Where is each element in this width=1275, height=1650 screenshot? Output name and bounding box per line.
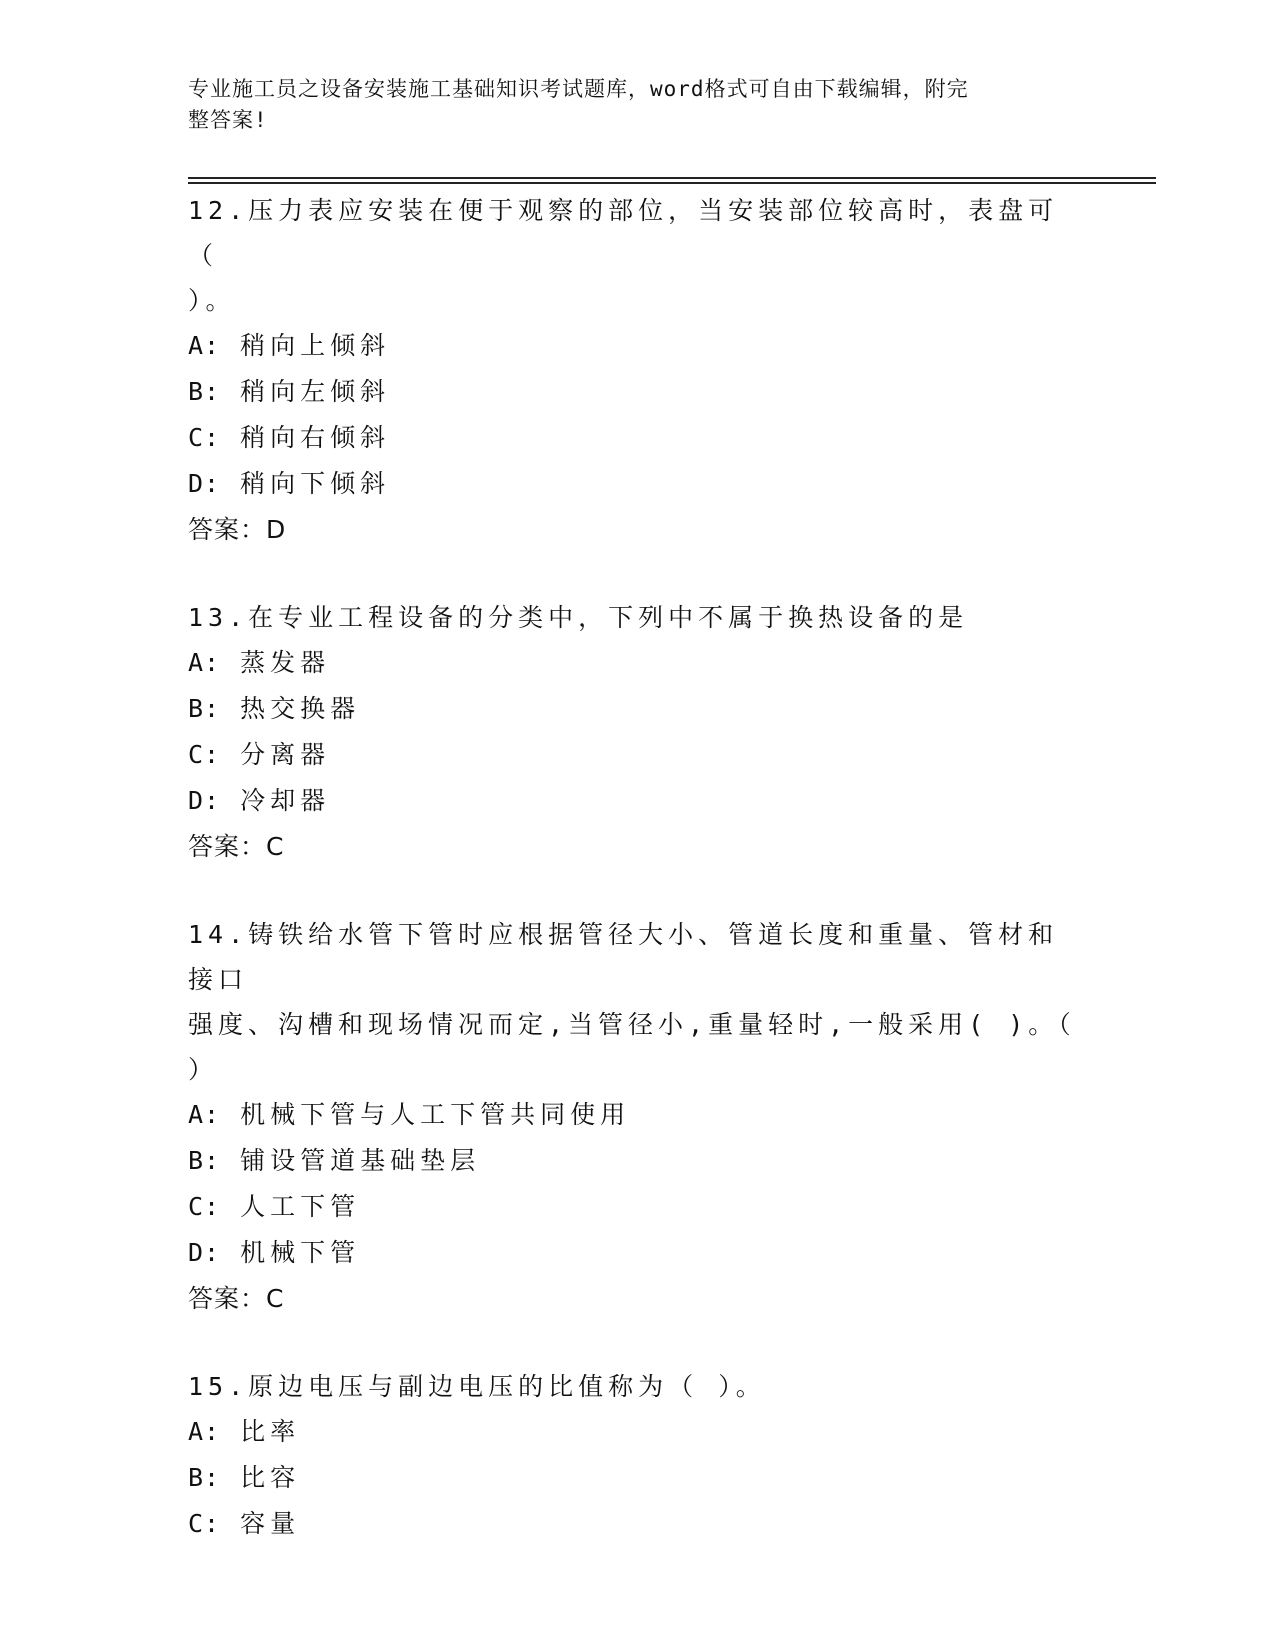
question-block [188, 1364, 1088, 1547]
question-stem-line: 12.压力表应安装在便于观察的部位，当安装部位较高时，表盘可（ [188, 196, 1059, 270]
option-letter: C: [188, 1509, 221, 1538]
option-row [188, 323, 1088, 369]
header-line-2: 整答案! [188, 108, 268, 132]
question-spacer [188, 1322, 1088, 1364]
option-row [188, 1138, 1088, 1184]
header-divider-bottom [188, 182, 1156, 184]
question-block [188, 912, 1088, 1322]
question-stem-line: 13.在专业工程设备的分类中，下列中不属于换热设备的是 [188, 603, 969, 632]
question-block [188, 188, 1088, 553]
option-letter: D: [188, 786, 221, 815]
option-letter: B: [188, 377, 221, 406]
question-block [188, 595, 1088, 870]
option-text: 机械下管 [240, 1238, 361, 1267]
option-row [188, 369, 1088, 415]
option-text: 稍向上倾斜 [240, 331, 391, 360]
option-letter: C: [188, 423, 221, 452]
question-stem-line: 强度、沟槽和现场情况而定,当管径小,重量轻时,一般采用( )。（ [188, 1010, 1076, 1039]
option-text: 稍向右倾斜 [240, 423, 391, 452]
option-row [188, 1409, 1088, 1455]
option-row [188, 1092, 1088, 1138]
option-text: 蒸发器 [240, 648, 331, 677]
option-text: 铺设管道基础垫层 [240, 1146, 481, 1175]
option-letter: C: [188, 1192, 221, 1221]
option-row [188, 415, 1088, 461]
option-letter: A: [188, 1417, 221, 1446]
option-letter: D: [188, 1238, 221, 1267]
option-row [188, 686, 1088, 732]
option-text: 人工下管 [240, 1192, 361, 1221]
option-text: 冷却器 [240, 786, 331, 815]
option-row [188, 1184, 1088, 1230]
option-text: 稍向下倾斜 [240, 469, 391, 498]
answer-line: 答案：C [188, 832, 285, 861]
option-letter: A: [188, 648, 221, 677]
question-spacer [188, 870, 1088, 912]
option-text: 容量 [240, 1509, 301, 1538]
option-letter: B: [188, 1463, 221, 1492]
option-text: 机械下管与人工下管共同使用 [240, 1100, 631, 1129]
option-text: 比率 [240, 1417, 301, 1446]
question-spacer [188, 553, 1088, 595]
option-row [188, 461, 1088, 507]
question-stem-line: ） [188, 1055, 219, 1084]
option-row [188, 1455, 1088, 1501]
question-stem-line: 15.原边电压与副边电压的比值称为（ ）。 [188, 1372, 766, 1401]
header-divider-top [188, 177, 1156, 179]
option-row [188, 778, 1088, 824]
question-stem-line: ）。 [188, 286, 236, 315]
option-text: 稍向左倾斜 [240, 377, 391, 406]
option-row [188, 640, 1088, 686]
header-line-1: 专业施工员之设备安装施工基础知识考试题库，word格式可自由下载编辑，附完 [188, 77, 969, 101]
option-row [188, 1230, 1088, 1276]
option-letter: B: [188, 1146, 221, 1175]
option-row [188, 1501, 1088, 1547]
option-letter: D: [188, 469, 221, 498]
option-text: 热交换器 [240, 694, 361, 723]
document-header [188, 74, 1068, 136]
question-stem-line: 14.铸铁给水管下管时应根据管径大小、管道长度和重量、管材和接口 [188, 920, 1059, 994]
question-list [188, 188, 1088, 1547]
option-letter: C: [188, 740, 221, 769]
option-text: 分离器 [240, 740, 331, 769]
option-row [188, 732, 1088, 778]
answer-line: 答案：D [188, 515, 287, 544]
option-letter: B: [188, 694, 221, 723]
option-text: 比容 [240, 1463, 301, 1492]
answer-line: 答案：C [188, 1284, 285, 1313]
option-letter: A: [188, 1100, 221, 1129]
option-letter: A: [188, 331, 221, 360]
